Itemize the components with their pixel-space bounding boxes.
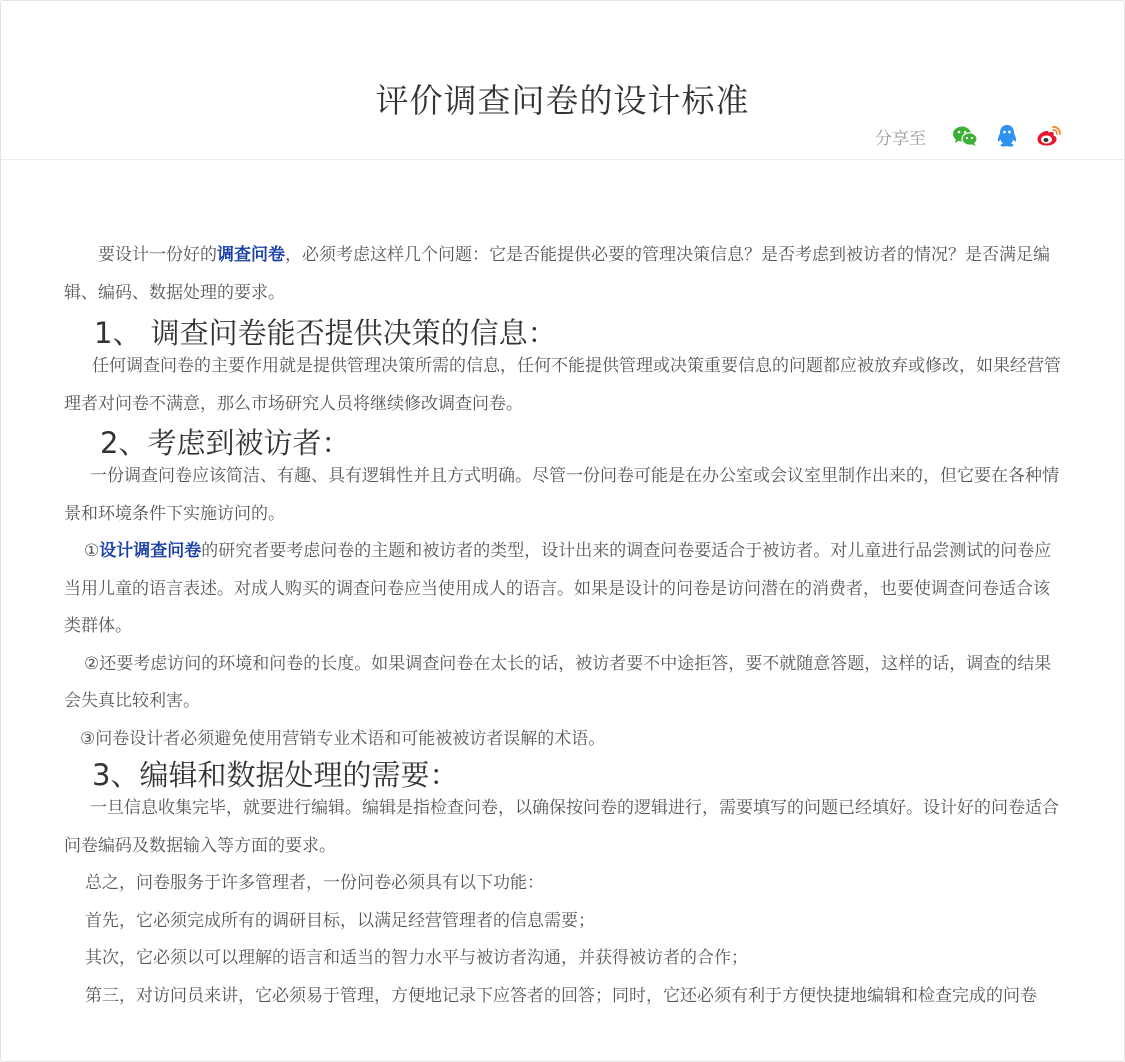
section-2-item-1 — [64, 533, 1064, 646]
article-body — [64, 237, 1064, 1015]
second-point: 其次，它必须以可以理解的语言和适当的智力水平与被访者沟通，并获得被访者的合作； — [85, 948, 748, 968]
section-2-body: 一份调查问卷应该简洁、有趣、具有逻辑性并且方式明确。尽管一份问卷可能是在办公室或会议室里制作出来的，但它要在各种情景和环境条件下实施访问的。 — [64, 466, 1059, 524]
page-title: 评价调查问卷的设计标准 — [375, 81, 750, 121]
third-point: 第三，对访问员来讲，它必须易于管理，方便地记录下应答者的回答；同时，它还必须有利于方便快捷地编辑和检查完成的问卷 — [85, 985, 1037, 1006]
wechat-icon[interactable] — [950, 121, 980, 151]
share-bar — [875, 121, 1064, 151]
article-header — [1, 1, 1124, 160]
item-1-text: 的研究者要考虑问卷的主题和被访者的类型，设计出来的调查问卷要适合于被访者。对儿童进行品尝测试的问卷应当用儿童的语言表述。对成人购买的调查问卷应当使用成人的语言。如果是设计的问卷是访问潜在的消费者，也要使调查问卷适合该类群体。 — [64, 541, 1052, 636]
weibo-icon[interactable] — [1034, 121, 1064, 151]
intro-text-pre: 要设计一份好的 — [98, 245, 217, 265]
section-2-heading: 2、考虑到被访者： — [100, 426, 351, 460]
qq-icon[interactable] — [992, 121, 1022, 151]
section-2-item-2: ②还要考虑访问的环境和问卷的长度。如果调查问卷在太长的话，被访者要不中途拒答，要不就随意答题，这样的话，调查的结果会失真比较利害。 — [64, 653, 1052, 711]
section-1-heading: 1、 调查问卷能否提供决策的信息： — [94, 316, 557, 350]
intro-paragraph — [64, 237, 1064, 312]
intro-text-post: ，必须考虑这样几个问题：它是否能提供必要的管理决策信息？是否考虑到被访者的情况？是否满足编辑、编码、数据处理的要求。 — [64, 245, 1050, 303]
keyword-link-design-questionnaire[interactable]: 设计调查问卷 — [99, 541, 202, 561]
share-label: 分享至 — [875, 128, 926, 149]
section-2-item-3: ③问卷设计者必须避免使用营销专业术语和可能被被访者误解的术语。 — [80, 728, 606, 749]
item-1-prefix: ① — [84, 541, 100, 561]
section-1-body: 任何调查问卷的主要作用就是提供管理决策所需的信息，任何不能提供管理或决策重要信息的问题都应被放弃或修改，如果经营管理者对问卷不满意，那么市场研究人员将继续修改调查问卷。 — [64, 356, 1061, 414]
first-point: 首先，它必须完成所有的调研目标，以满足经营管理者的信息需要； — [85, 910, 595, 931]
section-3-heading: 3、编辑和数据处理的需要： — [92, 758, 459, 792]
keyword-link-questionnaire[interactable]: 调查问卷 — [217, 245, 285, 265]
summary-paragraph: 总之，问卷服务于许多管理者，一份问卷必须具有以下功能： — [85, 873, 544, 893]
section-3-body: 一旦信息收集完毕，就要进行编辑。编辑是指检查问卷，以确保按问卷的逻辑进行，需要填写的问题已经填好。设计好的问卷适合问卷编码及数据输入等方面的要求。 — [64, 798, 1059, 856]
